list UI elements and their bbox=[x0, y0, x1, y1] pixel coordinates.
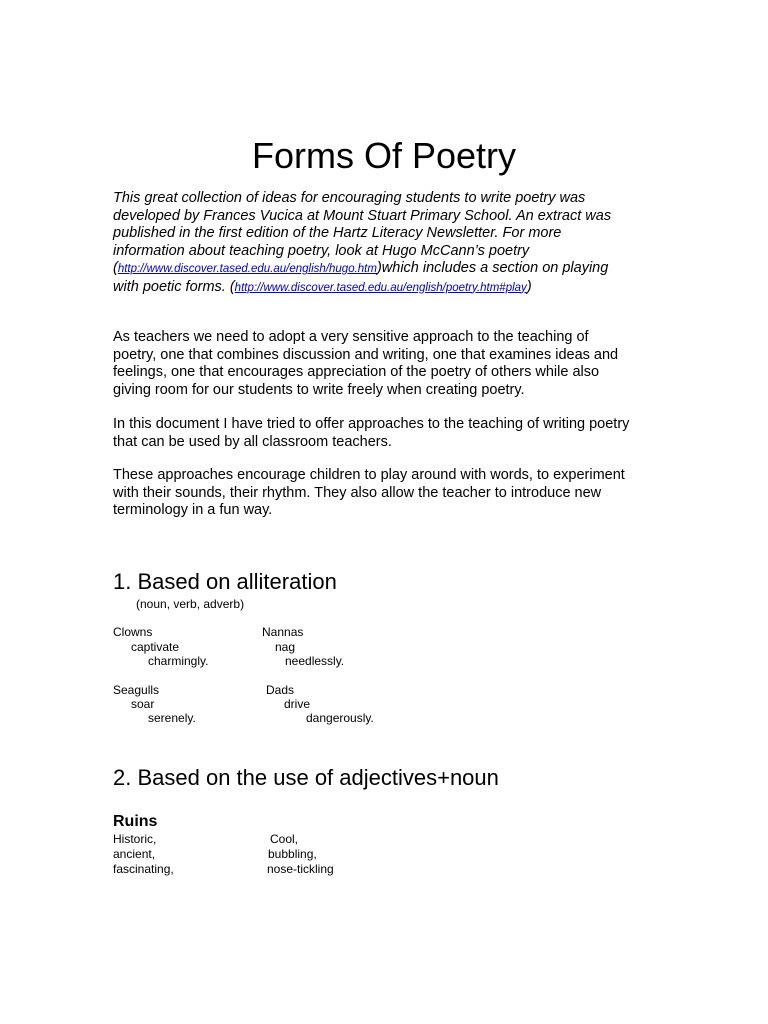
example-adverb: serenely. bbox=[148, 711, 196, 725]
example-noun: Nannas bbox=[262, 625, 304, 639]
intro-line: )which includes a section on playing bbox=[376, 260, 609, 276]
body-paragraph bbox=[113, 329, 658, 399]
intro-line: This great collection of ideas for encouraging students to write poetry was bbox=[113, 190, 586, 206]
example-verb: captivate bbox=[131, 640, 180, 654]
poem-title: Ruins bbox=[113, 813, 158, 830]
example-adverb: needlessly. bbox=[285, 654, 345, 668]
example-adverb: dangerously. bbox=[306, 711, 374, 725]
intro-line: published in the first edition of the Hartz Literacy Newsletter. For more bbox=[113, 225, 562, 241]
example-verb: nag bbox=[275, 640, 296, 654]
adjective-word: Cool, bbox=[270, 832, 299, 846]
paragraph-line: feelings, one that encourages appreciation of the poetry of others while also bbox=[113, 364, 600, 380]
paragraph-line: In this document I have tried to offer approaches to the teaching of writing poetry bbox=[113, 416, 630, 432]
adjective-word: Historic, bbox=[113, 832, 157, 846]
paragraph-line: As teachers we need to adopt a very sensitive approach to the teaching of bbox=[113, 329, 589, 345]
intro-paragraph bbox=[113, 190, 658, 297]
paragraph-line: poetry, one that combines discussion and writing, one that examines ideas and bbox=[113, 346, 619, 363]
paragraph-line: terminology in a fun way. bbox=[113, 502, 273, 518]
paragraph-line: that can be used by all classroom teachers. bbox=[113, 433, 392, 450]
intro-line: with poetic forms. ( bbox=[113, 278, 235, 295]
poetry-play-link[interactable]: http://www.discover.tased.edu.au/english/poetry.htm#play bbox=[234, 281, 527, 294]
intro-line: developed by Frances Vucica at Mount Stuart Primary School. An extract was bbox=[113, 207, 612, 224]
adjective-word: bubbling, bbox=[268, 847, 317, 861]
section-heading-adjectives: 2. Based on the use of adjectives+noun bbox=[113, 765, 499, 790]
adjective-word: nose-tickling bbox=[267, 862, 334, 876]
hugo-mccann-link[interactable]: http://www.discover.tased.edu.au/english/hugo.htm bbox=[117, 263, 377, 275]
paragraph-line: These approaches encourage children to play around with words, to experiment bbox=[113, 467, 625, 483]
page-title: Forms Of Poetry bbox=[251, 135, 517, 176]
example-verb: drive bbox=[284, 697, 311, 711]
example-noun: Seagulls bbox=[113, 683, 160, 697]
example-noun: Dads bbox=[266, 683, 295, 697]
paragraph-line: with their sounds, their rhythm. They also allow the teacher to introduce new bbox=[113, 484, 602, 501]
body-paragraph bbox=[113, 416, 658, 451]
example-noun: Clowns bbox=[113, 625, 153, 639]
example-adverb: charmingly. bbox=[148, 654, 209, 668]
body-paragraph bbox=[113, 467, 658, 520]
open-paren: ( bbox=[113, 260, 118, 276]
close-paren: ) bbox=[526, 278, 532, 295]
paragraph-line: giving room for our students to write freely when creating poetry. bbox=[113, 381, 525, 398]
adjective-word: ancient, bbox=[113, 847, 156, 861]
section-note: (noun, verb, adverb) bbox=[136, 597, 245, 611]
section-heading-alliteration: 1. Based on alliteration bbox=[113, 569, 337, 594]
adjective-word: fascinating, bbox=[113, 862, 174, 876]
example-verb: soar bbox=[131, 697, 155, 711]
intro-line: information about teaching poetry, look at Hugo McCann’s poetry bbox=[113, 242, 530, 259]
